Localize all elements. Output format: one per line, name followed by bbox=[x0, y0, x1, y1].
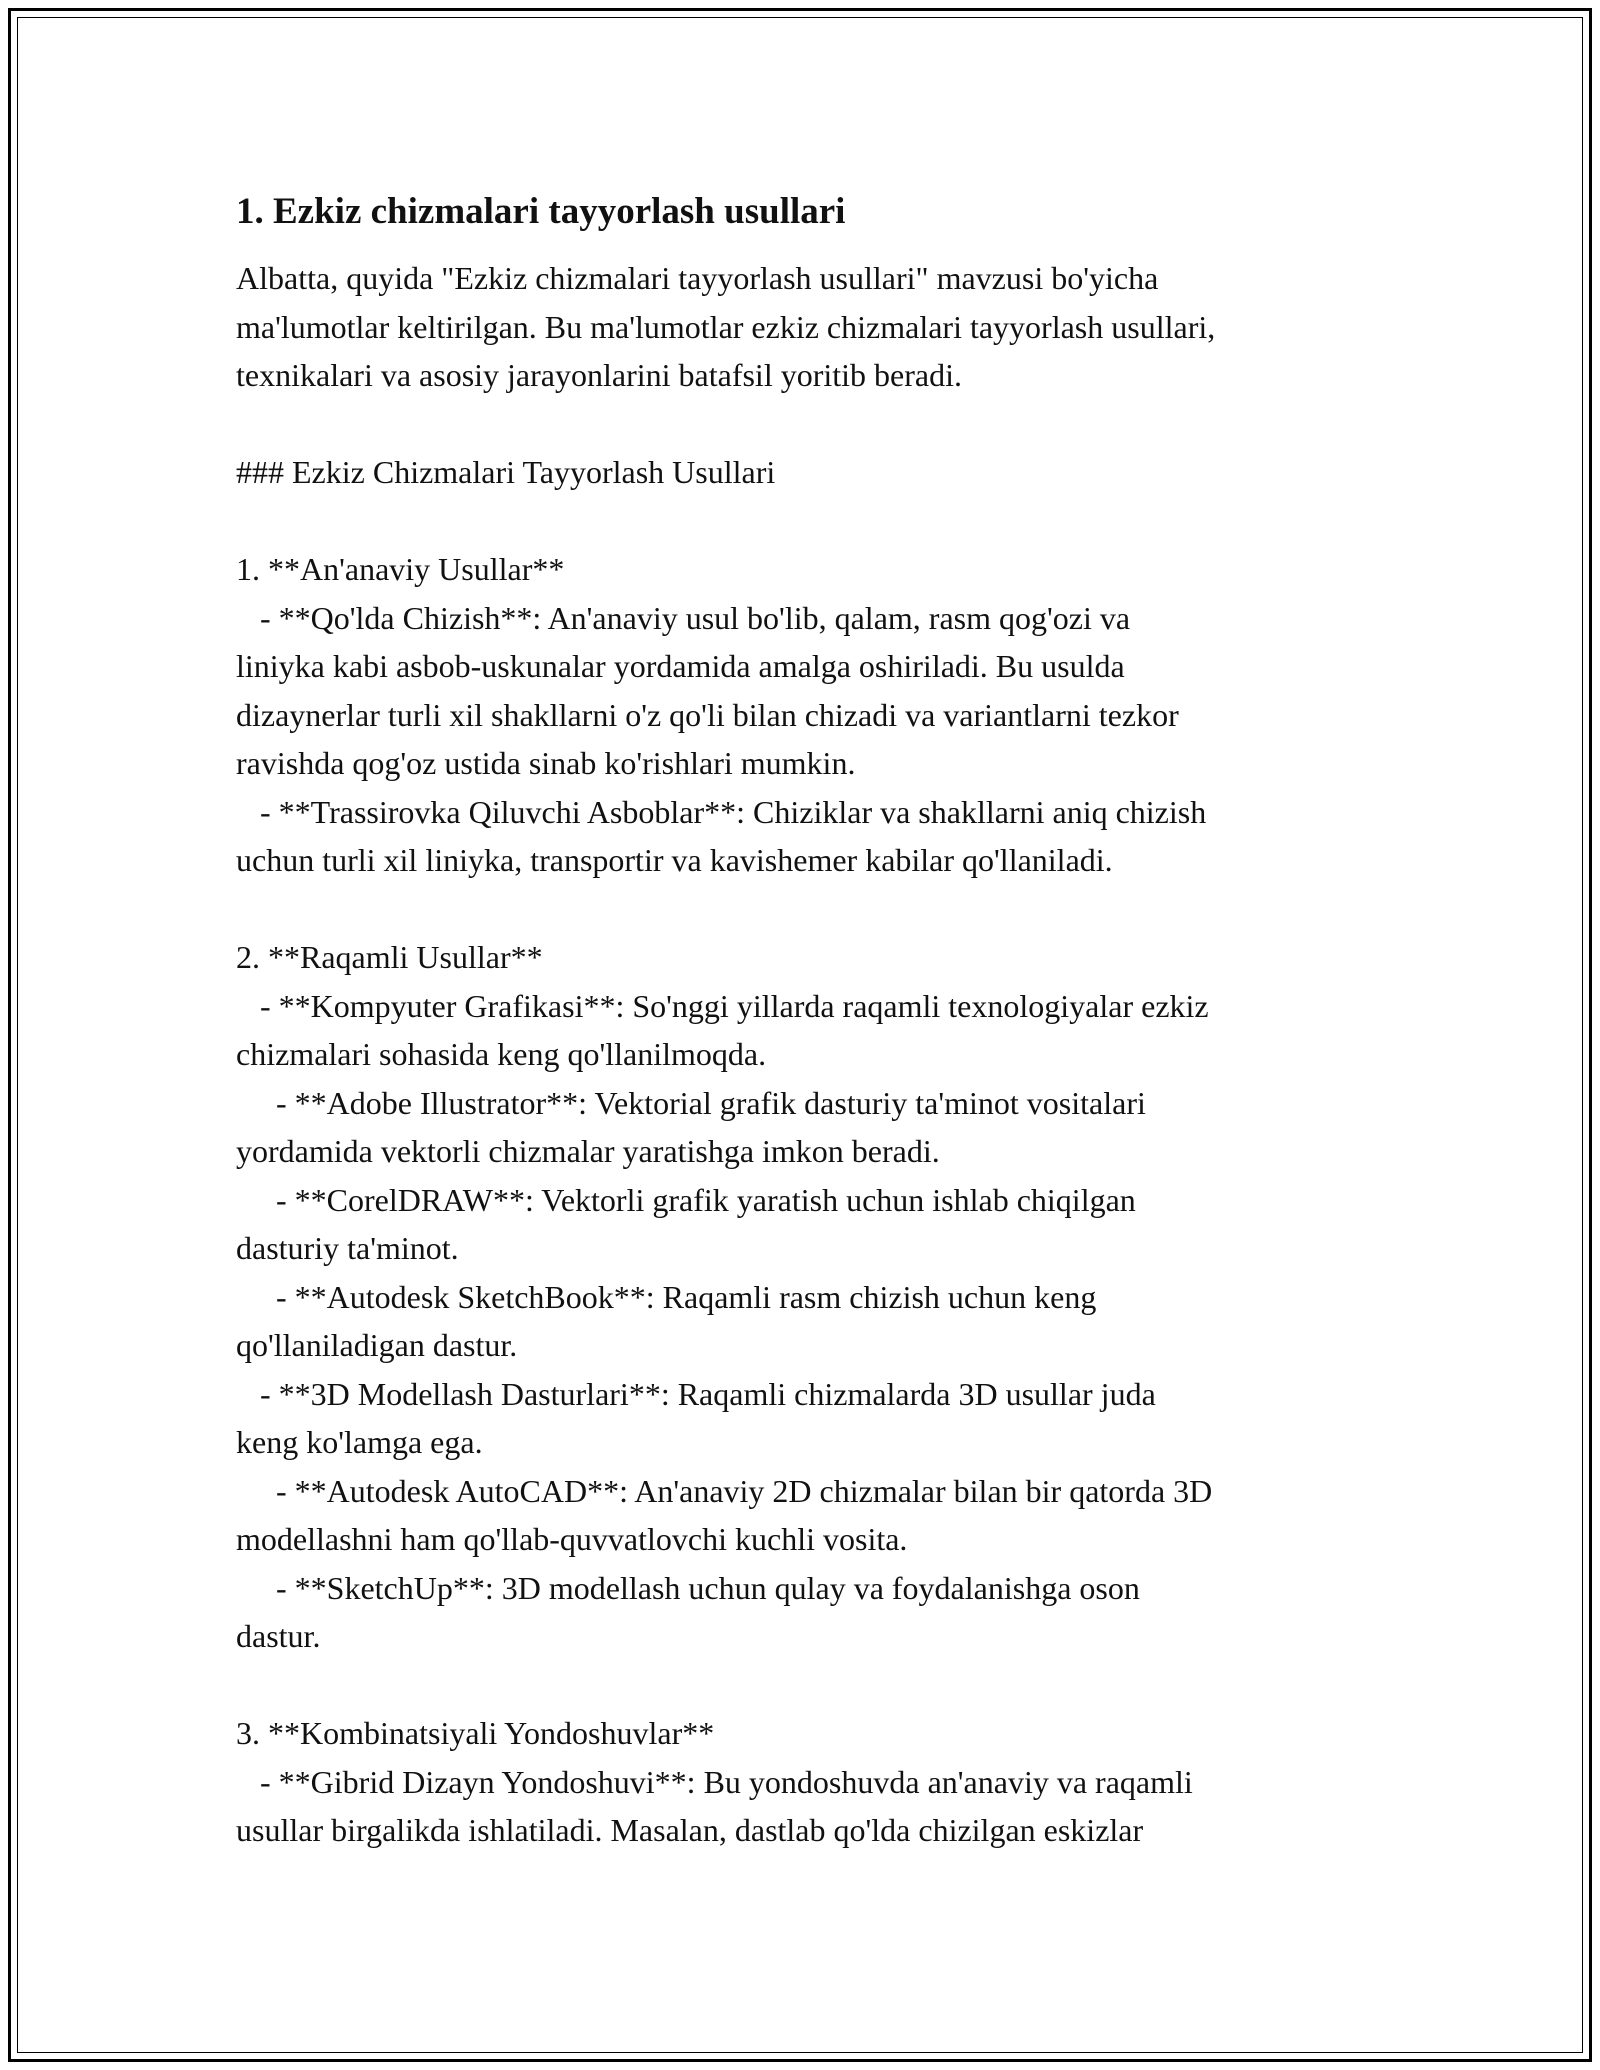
text-line: - **Autodesk SketchBook**: Raqamli rasm chizish uchun keng bbox=[236, 1278, 1097, 1315]
text-line: texnikalari va asosiy jarayonlarini batafsil yoritib beradi. bbox=[236, 357, 962, 393]
text-line: ma'lumotlar keltirilgan. Bu ma'lumotlar ezkiz chizmalari tayyorlash usullari, bbox=[236, 308, 1216, 345]
text-line: dizaynerlar turli xil shakllarni o'z qo'li bilan chizadi va variantlarni tezkor bbox=[236, 696, 1179, 733]
text-line: modellashni ham qo'llab-quvvatlovchi kuchli vosita. bbox=[236, 1521, 908, 1557]
text-line: ravishda qog'oz ustida sinab ko'rishlari mumkin. bbox=[236, 745, 856, 781]
text-line: - **3D Modellash Dasturlari**: Raqamli chizmalarda 3D usullar juda bbox=[236, 1375, 1156, 1412]
text-line: ### Ezkiz Chizmalari Tayyorlash Usullari bbox=[236, 454, 776, 490]
text-line: - **CorelDRAW**: Vektorli grafik yaratish uchun ishlab chiqilgan bbox=[236, 1181, 1136, 1218]
text-line: - **Adobe Illustrator**: Vektorial grafik dasturiy ta'minot vositalari bbox=[236, 1084, 1146, 1121]
text-line: - **Autodesk AutoCAD**: An'anaviy 2D chizmalar bilan bir qatorda 3D bbox=[236, 1472, 1213, 1509]
text-line: dasturiy ta'minot. bbox=[236, 1230, 459, 1266]
text-line: Albatta, quyida "Ezkiz chizmalari tayyorlash usullari" mavzusi bo'yicha bbox=[236, 260, 1159, 296]
text-line: 1. **An'anaviy Usullar** bbox=[236, 551, 565, 587]
text-line: uchun turli xil liniyka, transportir va kavishemer kabilar qo'llaniladi. bbox=[236, 842, 1113, 878]
document-title: 1. Ezkiz chizmalari tayyorlash usullari bbox=[236, 191, 846, 232]
text-line: - **Kompyuter Grafikasi**: So'nggi yillarda raqamli texnologiyalar ezkiz bbox=[236, 987, 1209, 1024]
text-line: liniyka kabi asbob-uskunalar yordamida amalga oshiriladi. Bu usulda bbox=[236, 648, 1125, 684]
text-line: - **SketchUp**: 3D modellash uchun qulay va foydalanishga oson bbox=[236, 1569, 1140, 1606]
document-body bbox=[236, 186, 1416, 1855]
text-line: usullar birgalikda ishlatiladi. Masalan, dastlab qo'lda chizilgan eskizlar bbox=[236, 1812, 1144, 1848]
text-line: 3. **Kombinatsiyali Yondoshuvlar** bbox=[236, 1715, 715, 1751]
blank-line bbox=[236, 885, 1416, 934]
text-line: - **Gibrid Dizayn Yondoshuvi**: Bu yondoshuvda an'anaviy va raqamli bbox=[236, 1763, 1193, 1800]
blank-line bbox=[236, 1661, 1416, 1710]
text-line: dastur. bbox=[236, 1618, 321, 1654]
document-text bbox=[236, 254, 1416, 1855]
text-line: - **Qo'lda Chizish**: An'anaviy usul bo'lib, qalam, rasm qog'ozi va bbox=[236, 599, 1131, 636]
blank-line bbox=[236, 400, 1416, 449]
text-line: - **Trassirovka Qiluvchi Asboblar**: Chiziklar va shakllarni aniq chizish bbox=[236, 793, 1207, 830]
text-line: yordamida vektorli chizmalar yaratishga imkon beradi. bbox=[236, 1133, 940, 1169]
text-line: keng ko'lamga ega. bbox=[236, 1424, 483, 1460]
blank-line bbox=[236, 497, 1416, 546]
text-line: qo'llaniladigan dastur. bbox=[236, 1327, 518, 1363]
text-line: chizmalari sohasida keng qo'llanilmoqda. bbox=[236, 1036, 767, 1072]
text-line: 2. **Raqamli Usullar** bbox=[236, 939, 543, 975]
